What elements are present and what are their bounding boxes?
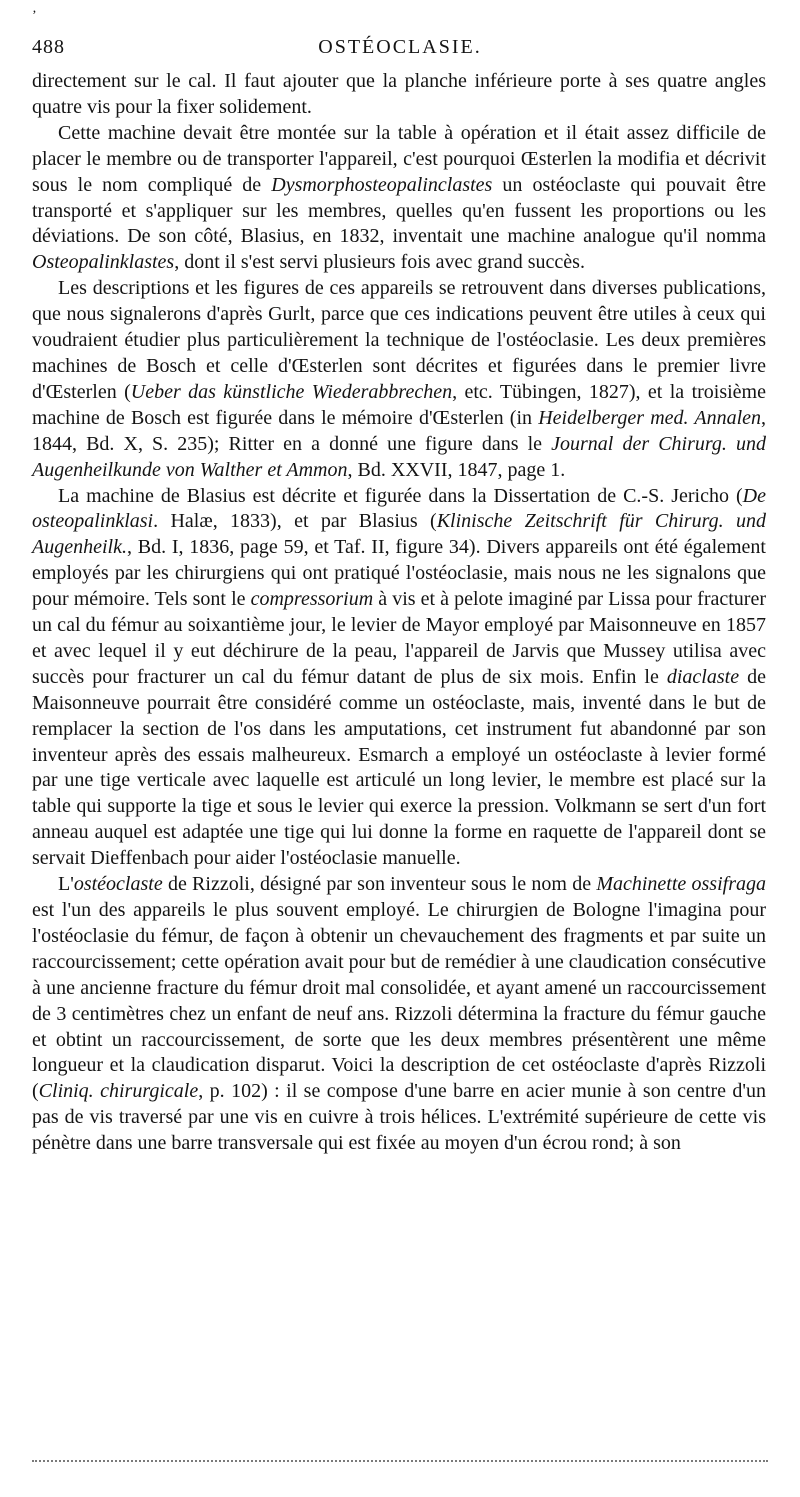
text-run: L' (58, 873, 74, 896)
italic-text: ostéoclaste (73, 873, 163, 896)
text-run: Les descriptions et les figures de ces appareils se retrouvent dans diverses publications, que nous signalerons d'après Gurlt, parce que ces indications peuvent être utiles à ceux qui voudraient étudier plus particulièrement la technique de l'ostéoclasie. Les deux premières machines de Bosch et celle d'Œsterlen sont décrites et figurées dans le premier livre d'Œsterlen ( (32, 277, 766, 403)
italic-text: compressorium (250, 588, 374, 611)
text-run: directement sur le cal. Il faut ajouter que la planche inférieure porte à ses quatre angles quatre vis pour la fixer solidement. (32, 70, 766, 118)
text-run: La machine de Blasius est décrite et figurée dans la Dissertation de C.-S. Jericho ( (58, 484, 743, 507)
italic-text: Heidelberger med. Annalen (538, 406, 762, 429)
text-run: est l'un des appareils le plus souvent employé. Le chirurgien de Bologne l'imagina pour l'ostéoclasie du fémur, de façon à obtenir un chevauchement des fragments et par suite un raccourcissement; cette opération avait pour but de remédier à une claudication consécutive à une ancienne fracture du fémur droit mal consolidée, et ayant amené un raccourcissement de 3 centimètres chez un enfant de neuf ans. Rizzoli détermina la fracture du fémur gauche et obtint un raccourcissement, de sorte que les deux membres présentèrent une même longueur et la claudication disparut. Voici la description de cet ostéoclaste d'après Rizzoli ( (32, 899, 766, 1103)
text-run: , dont il s'est servi plusieurs fois avec grand succès. (174, 251, 585, 274)
corner-mark: ‚ (32, 1, 37, 16)
paragraph-oesterlen (32, 121, 766, 276)
text-run: , 1844, Bd. X, S. 235); Ritter en a donné une figure dans le (32, 406, 767, 455)
paragraph-blasius-machine (32, 484, 766, 873)
italic-text: De osteopalinklasi (32, 484, 766, 533)
text-run: de Rizzoli, désigné par son inventeur sous le nom de (162, 873, 597, 896)
text-run: , p. 102) : il se compose d'une barre en acier munie à son centre d'un pas de vis traversé par une vis en cuivre à trois hélices. L'extrémité supérieure de cette vis pénètre dans une barre transversale qui est fixée au moyen d'un écrou rond; à son (32, 1080, 766, 1155)
italic-text: Cliniq. chirurgicale (38, 1080, 199, 1103)
body-text (32, 69, 766, 1157)
text-run: un ostéoclaste qui pouvait être transporté et s'appliquer sur les membres, quelles qu'en fussent les proportions ou les déviations. De son côté, Blasius, en 1832, inventait une machine analogue qu'il nomma (32, 173, 766, 248)
italic-text: Journal der Chirurg. und Augenheilkunde von Walther et Ammon (32, 432, 766, 481)
italic-text: diaclaste (666, 665, 740, 688)
italic-text: Ueber das künstliche Wiederabbrechen (130, 380, 453, 403)
paragraph-publications (32, 276, 766, 483)
text-run: . Halæ, 1833), et par Blasius ( (153, 510, 437, 533)
footer-dotted-rule (32, 1460, 768, 1462)
page-number: 488 (32, 36, 65, 58)
text-run: , Bd. I, 1836, page 59, et Taf. II, figure 34). Divers appareils ont été également employés par les chirurgiens qui ont pratiqué l'ostéoclasie, mais nous ne les signalons que pour mémoire. Tels sont le (32, 536, 766, 611)
italic-text: Dysmorphosteopalinclastes (271, 173, 493, 196)
text-run: Cette machine devait être montée sur la table à opération et il était assez difficile de placer le membre ou de transporter l'appareil, c'est pourquoi Œsterlen la modifia et décrivit sous le nom compliqué de (32, 121, 766, 196)
text-run: à vis et à pelote imaginé par Lissa pour fracturer un cal du fémur au soixantième jour, le levier de Mayor employé par Maisonneuve en 1857 et avec lequel il y eut déchirure de la peau, l'appareil de Jarvis que Mussey utilisa avec succès pour fracturer un cal du fémur datant de plus de six mois. Enfin le (32, 588, 766, 688)
text-run: , Bd. XXVII, 1847, page 1. (347, 458, 566, 481)
page-header (32, 34, 768, 60)
paragraph-continuation (32, 69, 766, 121)
text-run: de Maisonneuve pourrait être considéré comme un ostéoclaste, mais, inventé dans le but de remplacer la section de l'os dans les amputations, cet instrument fut abandonné par son inventeur après des essais malheureux. Esmarch a employé un ostéoclaste à levier formé par une tige verticale avec laquelle est articulé un long levier, le membre est placé sur la table qui supporte la tige et sous le levier qui exerce la pression. Volkmann se sert d'un fort anneau auquel est adaptée une tige qui lui donne la forme en raquette de l'appareil dont se servait Dieffenbach pour aider l'ostéoclasie manuelle. (32, 665, 766, 870)
running-title: OSTÉOCLASIE. (318, 36, 482, 58)
italic-text: Machinette ossifraga (596, 873, 766, 896)
paragraph-rizzoli-osteoclast (32, 872, 766, 1157)
italic-text: Osteopalinklastes (32, 251, 175, 274)
text-run: , etc. Tübingen, 1827), et la troisième machine de Bosch est figurée dans le mémoire d'Œsterlen (in (32, 380, 766, 429)
italic-text: Klinische Zeitschrift für Chirurg. und Augenheilk. (32, 510, 766, 559)
